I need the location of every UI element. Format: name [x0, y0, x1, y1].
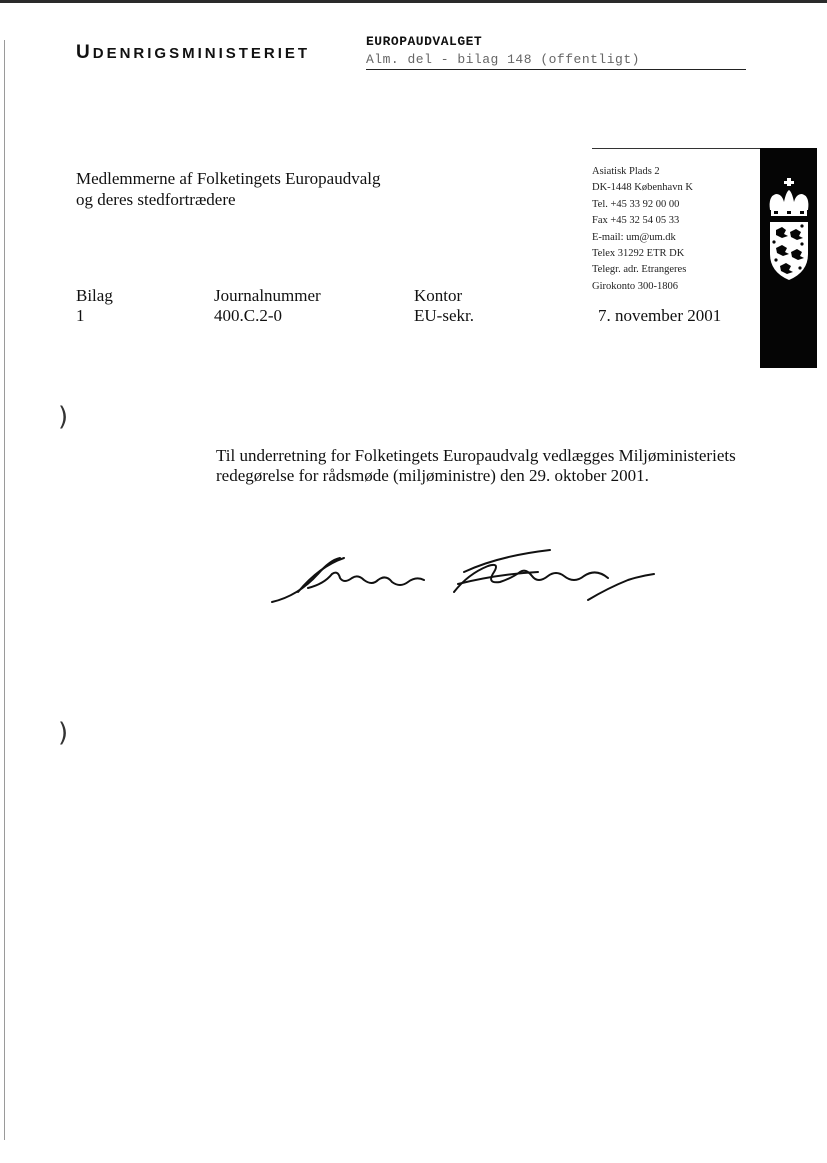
kontor-field — [414, 286, 474, 326]
address-email: E-mail: um@um.dk — [592, 231, 676, 243]
recipient-line-1: Medlemmerne af Folketingets Europaudvalg — [76, 169, 381, 188]
letter-date: 7. november 2001 — [598, 306, 722, 325]
address-street: Asiatisk Plads 2 — [592, 166, 660, 177]
scan-mark-top: ) — [58, 402, 69, 432]
journal-label: Journalnummer — [214, 286, 321, 305]
bilag-label: Bilag — [76, 286, 113, 305]
journal-field — [214, 286, 321, 326]
letter-body — [216, 446, 776, 486]
recipient-line-2: og deres stedfortrædere — [76, 190, 236, 209]
royal-coat-of-arms-icon — [762, 176, 816, 286]
committee-stamp-subtitle: Alm. del - bilag 148 (offentligt) — [366, 52, 746, 70]
kontor-label: Kontor — [414, 286, 463, 305]
journal-value: 400.C.2-0 — [214, 306, 282, 325]
scan-edge-top — [0, 0, 827, 3]
address-tel: Tel. +45 33 92 00 00 — [592, 198, 680, 210]
address-city: DK-1448 København K — [592, 182, 693, 194]
address-giro: Girokonto 300-1806 — [592, 280, 679, 292]
scan-edge-left — [4, 40, 5, 1140]
bilag-value: 1 — [76, 306, 85, 325]
address-divider — [592, 148, 760, 149]
address-telegr: Telegr. adr. Etrangeres — [592, 264, 687, 276]
scan-mark-bottom: ) — [58, 718, 69, 748]
handwritten-signature — [268, 544, 668, 614]
kontor-value: EU-sekr. — [414, 306, 474, 325]
body-line-1: Til underretning for Folketingets Europaudvalg vedlægges Miljøministeriets — [216, 446, 736, 465]
body-line-2: redegørelse for rådsmøde (miljøministre) den 29. oktober 2001. — [216, 466, 649, 485]
committee-stamp-title: EUROPAUDVALGET — [366, 34, 483, 49]
ministry-name: UDENRIGSMINISTERIET — [76, 42, 311, 63]
sender-address-block — [592, 164, 693, 295]
bilag-field — [76, 286, 113, 326]
recipient-block — [76, 168, 381, 210]
address-telex: Telex 31292 ETR DK — [592, 248, 685, 260]
address-fax: Fax +45 32 54 05 33 — [592, 215, 680, 227]
